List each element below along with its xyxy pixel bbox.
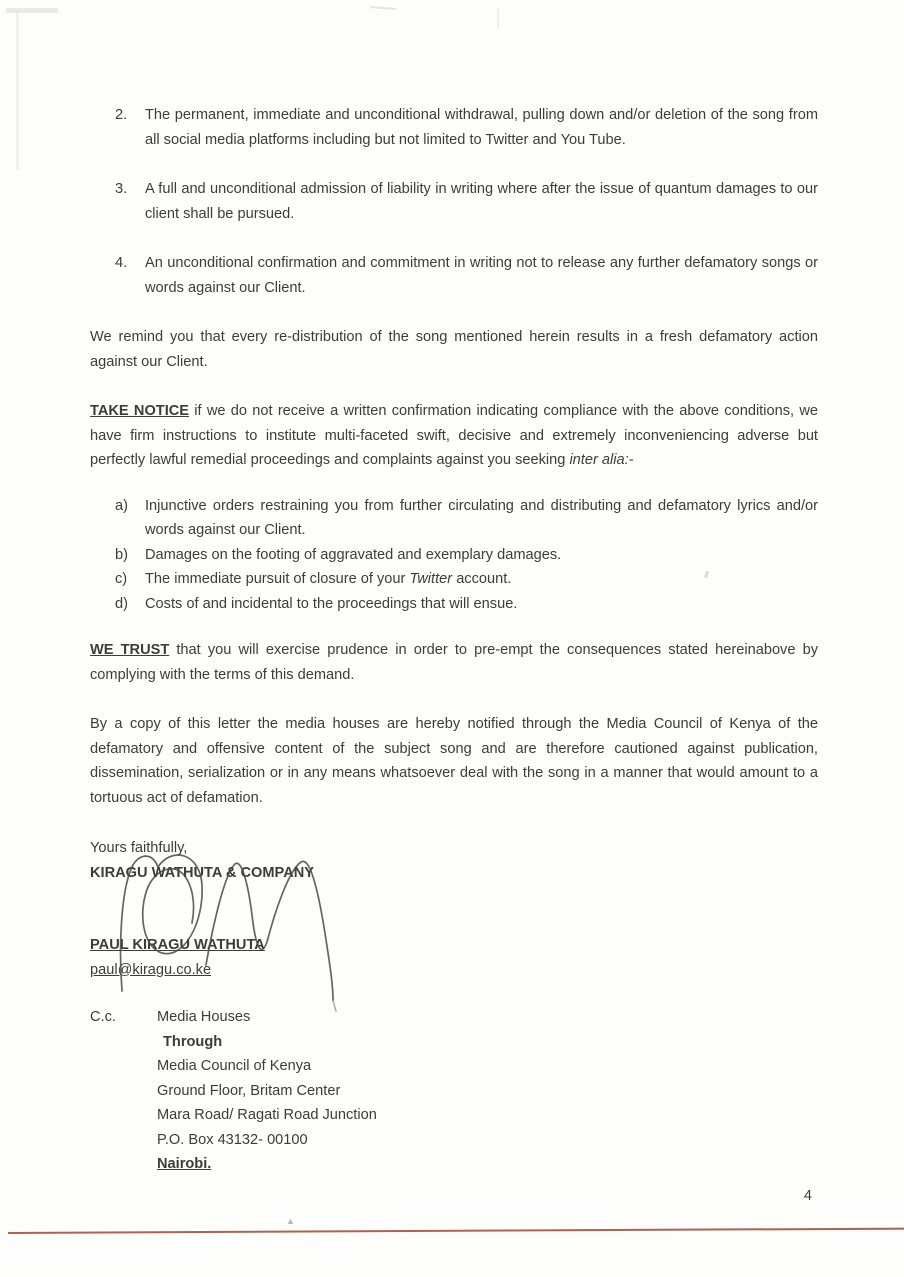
scan-artifact bbox=[497, 8, 499, 28]
cc-line: Through bbox=[163, 1033, 223, 1050]
list-marker: 4. bbox=[115, 255, 128, 271]
salutation: Yours faithfully, bbox=[90, 840, 188, 856]
page-number: 4 bbox=[803, 1188, 812, 1204]
letter-body bbox=[90, 103, 818, 1177]
cc-label: C.c. bbox=[90, 1009, 116, 1025]
item-post: account. bbox=[452, 571, 512, 587]
item-text: Costs of and incidental to the proceedings that will ensue. bbox=[145, 595, 518, 612]
list-item-text: The permanent, immediate and unconditional withdrawal, pulling down and/or deletion of the song from all social media platforms including but not limited to Twitter and You Tube. bbox=[145, 107, 818, 148]
closing-block bbox=[90, 836, 818, 982]
list-item-text bbox=[145, 494, 818, 543]
paragraph-remind: We remind you that every re-distribution of the song mentioned herein results in a fresh defamatory action against our Client. bbox=[90, 329, 818, 370]
paragraph-take-notice bbox=[90, 399, 818, 473]
cc-line: Media Council of Kenya bbox=[157, 1058, 312, 1074]
cc-line: Ground Floor, Britam Center bbox=[157, 1082, 341, 1099]
list-item bbox=[90, 103, 818, 152]
cc-lines bbox=[157, 1005, 377, 1177]
we-trust-lead: WE TRUST bbox=[90, 642, 170, 658]
list-item bbox=[90, 592, 818, 617]
list-item bbox=[90, 177, 818, 226]
list-marker: c) bbox=[115, 571, 128, 587]
item-text: The immediate pursuit of closure of your bbox=[145, 571, 410, 587]
cc-block bbox=[90, 1005, 818, 1177]
signatory-name: PAUL KIRAGU WATHUTA bbox=[90, 937, 265, 953]
take-notice-italic: inter alia:- bbox=[569, 452, 634, 468]
bottom-divider-line bbox=[8, 1228, 904, 1234]
list-marker: d) bbox=[115, 595, 128, 612]
list-marker: 3. bbox=[115, 181, 128, 197]
cc-line: Mara Road/ Ragati Road Junction bbox=[157, 1107, 377, 1123]
list-item-text: An unconditional confirmation and commitment in writing not to release any further defamatory songs or words against our Client. bbox=[145, 255, 818, 296]
cc-line: Nairobi. bbox=[157, 1156, 212, 1172]
scan-artifact bbox=[6, 8, 58, 13]
list-item bbox=[90, 567, 818, 592]
paragraph-media-notice: By a copy of this letter the media houses are hereby notified through the Media Council of Kenya of the defamatory and offensive content of the subject song and are therefore cautioned against publication, dissemination, serialization or in any means whatsoever deal with the song in a manner that would amount to a tortuous act of defamation. bbox=[90, 716, 818, 806]
cc-line: Media Houses bbox=[157, 1009, 251, 1025]
list-item bbox=[90, 494, 818, 543]
take-notice-lead: TAKE NOTICE bbox=[90, 403, 190, 419]
signatory-email: paul@kiragu.co.ke bbox=[90, 961, 212, 978]
lettered-list bbox=[90, 494, 818, 617]
list-item-text: A full and unconditional admission of liability in writing where after the issue of quantum damages to our client shall be pursued. bbox=[145, 181, 818, 222]
list-item bbox=[90, 251, 818, 300]
list-marker: a) bbox=[115, 497, 128, 514]
item-italic: Twitter bbox=[409, 571, 453, 587]
scan-artifact: ▲ bbox=[286, 1216, 295, 1226]
take-notice-body: if we do not receive a written confirmation indicating compliance with the above conditions, we have firm instructions to institute multi-faceted swift, decisive and extremely inconveniencing adverse but perfectly lawful remedial proceedings and complaints against you seeking bbox=[90, 403, 818, 468]
cc-line: P.O. Box 43132- 00100 bbox=[157, 1131, 308, 1148]
paragraph-we-trust bbox=[90, 638, 818, 687]
numbered-list bbox=[90, 103, 818, 300]
scan-artifact bbox=[16, 12, 19, 170]
item-text: Damages on the footing of aggravated and exemplary damages. bbox=[145, 546, 562, 563]
list-marker: 2. bbox=[115, 107, 128, 123]
list-item-text bbox=[145, 592, 818, 617]
list-marker: b) bbox=[115, 546, 128, 563]
list-item-text bbox=[145, 567, 818, 592]
item-text: Injunctive orders restraining you from further circulating and distributing and defamatory lyrics and/or words against our Client. bbox=[145, 497, 818, 538]
list-item-text bbox=[145, 543, 818, 568]
firm-name: KIRAGU WATHUTA & COMPANY bbox=[90, 864, 315, 881]
list-item bbox=[90, 543, 818, 568]
scan-artifact bbox=[370, 6, 396, 10]
we-trust-body: that you will exercise prudence in order to pre-empt the consequences stated hereinabove by complying with the terms of this demand. bbox=[90, 642, 818, 683]
